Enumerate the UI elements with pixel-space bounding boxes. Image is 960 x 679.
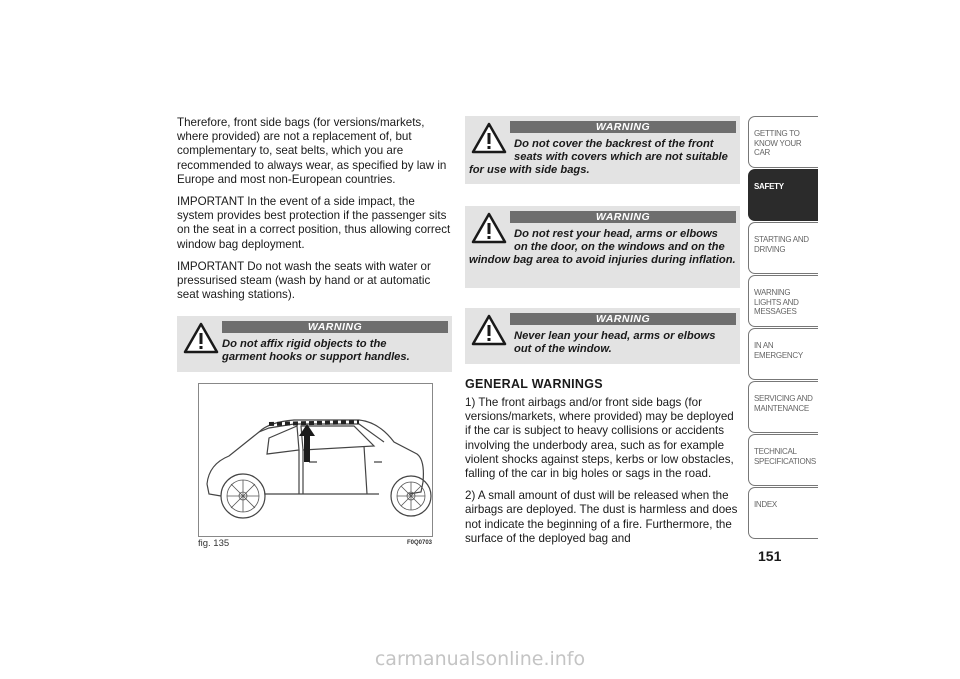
tab-starting-and-driving[interactable] bbox=[748, 222, 818, 274]
watermark: carmanualsonline.info bbox=[374, 648, 586, 670]
tab-label: SAFETY bbox=[754, 182, 784, 191]
warning-text: garment hooks or support handles. bbox=[222, 351, 410, 364]
section-heading: GENERAL WARNINGS bbox=[465, 377, 603, 391]
warning-text: on the door, on the windows and on the bbox=[514, 240, 725, 253]
warning-text: Do not cover the backrest of the front bbox=[514, 138, 714, 150]
warning-box bbox=[465, 116, 740, 184]
tab-label: GETTING TO KNOW YOUR CAR bbox=[754, 129, 802, 157]
warning-text: Do not rest your head, arms or elbows bbox=[514, 228, 718, 240]
tab-warning-lights-and-messages[interactable] bbox=[748, 275, 818, 327]
warning-text: out of the window. bbox=[514, 342, 612, 355]
tab-label: SERVICING AND MAINTENANCE bbox=[754, 394, 813, 413]
warning-title: WARNING bbox=[510, 121, 736, 133]
warning-box bbox=[465, 308, 740, 364]
left-column bbox=[177, 116, 452, 372]
body-paragraph: 2) A small amount of dust will be released when the airbags are deployed. The dust is harmless and does not indicate the beginning of a fire. Furthermore, the surface of the deployed bag and bbox=[465, 489, 738, 545]
tab-label: STARTING AND DRIVING bbox=[754, 235, 809, 254]
warning-text: seats with covers which are not suitable bbox=[514, 150, 728, 163]
tab-label: IN AN EMERGENCY bbox=[754, 341, 803, 360]
tab-label: TECHNICAL SPECIFICATIONS bbox=[754, 447, 816, 466]
warning-box bbox=[465, 206, 740, 288]
body-paragraph: 1) The front airbags and/or front side bags (for versions/markets, where provided) may be deployed if the car is subject to heavy collisions or accidents involving the underbody area, such as for example violent shocks against steps, kerbs or low obstacles, falling of the car in big holes or sags in the road. bbox=[465, 396, 734, 481]
tab-index[interactable] bbox=[748, 487, 818, 539]
tab-safety[interactable] bbox=[748, 169, 818, 221]
body-paragraph: IMPORTANT In the event of a side impact, the system provides best protection if the passenger sits on the seat in a correct position, thus allowing correct window bag deployment. bbox=[177, 195, 451, 251]
tab-getting-to-know-your-car[interactable] bbox=[748, 116, 818, 168]
body-paragraph: IMPORTANT Do not wash the seats with water or pressurised steam (wash by hand or at automatic seat washing stations). bbox=[177, 259, 431, 302]
figure-caption: fig. 135 bbox=[198, 538, 230, 549]
warning-title: WARNING bbox=[222, 321, 448, 333]
car-illustration bbox=[198, 383, 433, 537]
warning-text: Never lean your head, arms or elbows bbox=[514, 330, 716, 342]
warning-text: window bag area to avoid injuries during inflation. bbox=[469, 253, 736, 266]
page-number: 151 bbox=[758, 548, 782, 564]
tab-servicing-and-maintenance[interactable] bbox=[748, 381, 818, 433]
warning-text: Do not affix rigid objects to the bbox=[222, 338, 387, 351]
warning-title: WARNING bbox=[510, 211, 736, 223]
tab-label: WARNING LIGHTS AND MESSAGES bbox=[754, 288, 799, 316]
tab-in-an-emergency[interactable] bbox=[748, 328, 818, 380]
warning-title: WARNING bbox=[510, 313, 736, 325]
warning-text: for use with side bags. bbox=[469, 163, 590, 176]
middle-column bbox=[465, 116, 740, 554]
tab-label: INDEX bbox=[754, 500, 777, 509]
tab-technical-specifications[interactable] bbox=[748, 434, 818, 486]
figure-code: F0Q0703 bbox=[407, 540, 433, 546]
warning-box bbox=[177, 316, 452, 372]
chapter-tabs bbox=[748, 116, 818, 540]
car-side-view-image bbox=[199, 384, 432, 536]
body-paragraph: Therefore, front side bags (for versions/markets, where provided) are not a replacement of, but complementary to, seat belts, which you are recommended to always wear, as specified by law in Europe and most non-European countries. bbox=[177, 116, 447, 186]
warning-triangle-icon bbox=[183, 322, 219, 354]
